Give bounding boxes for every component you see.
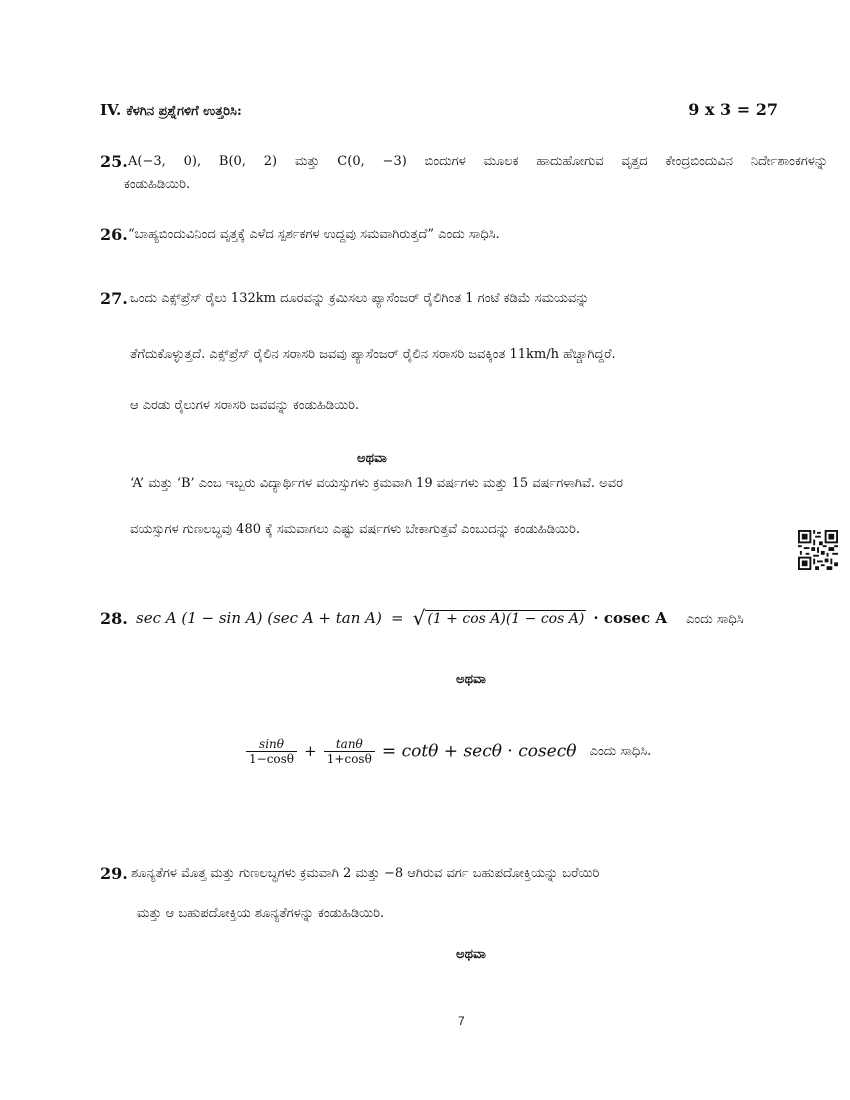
section-roman: IV. bbox=[100, 101, 122, 119]
section-instruction: ಕೆಳಗಿನ ಪ್ರಶ್ನೆಗಳಿಗೆ ಉತ್ತರಿಸಿ: bbox=[126, 104, 242, 119]
q27-number: 27. bbox=[100, 289, 128, 308]
q28-suffix: ಎಂದು ಸಾಧಿಸಿ bbox=[686, 612, 744, 627]
fraction-1-num: sinθ bbox=[246, 737, 297, 752]
fraction-1 bbox=[246, 737, 297, 766]
q27-or: ಅಥವಾ bbox=[357, 451, 387, 466]
fraction-2 bbox=[324, 737, 375, 766]
fraction-1-den: 1−cosθ bbox=[249, 752, 295, 766]
sqrt-icon: √ bbox=[412, 606, 426, 630]
q28-equation bbox=[136, 606, 744, 630]
q26-text: “ಬಾಹ್ಯಬಿಂದುವಿನಿಂದ ವೃತ್ತಕ್ಕೆ ಎಳೆದ ಸ್ಪರ್ಶಕಗಳ ಉದ್ದವು ಸಮವಾಗಿರುತ್ತದೆ” ಎಂದು ಸಾಧಿಸಿ. bbox=[128, 227, 500, 242]
q27-alt-line2: ವಯಸ್ಸುಗಳ ಗುಣಲಬ್ಧವು 480 ಕ್ಕೆ ಸಮವಾಗಲು ಎಷ್ಟು ವರ್ಷಗಳು ಬೇಕಾಗುತ್ತವೆ ಎಂಬುದನ್ನು ಕಂಡುಹಿಡಿಯಿರಿ. bbox=[130, 522, 580, 537]
q29-line2: ಮತ್ತು ಆ ಬಹುಪದೋಕ್ತಿಯ ಶೂನ್ಯತೆಗಳನ್ನು ಕಂಡುಹಿಡಿಯಿರಿ. bbox=[137, 906, 385, 921]
q25-line1: A(−3, 0), B(0, 2) ಮತ್ತು C(0, −3) ಬಿಂದುಗಳ ಮೂಲಕ ಹಾದುಹೋಗುವ ವೃತ್ತದ ಕೇಂದ್ರಬಿಂದುವಿನ ನಿರ್ದೇಶಾಂಕಗಳನ್ನು bbox=[128, 154, 828, 169]
q28-rhs-tail: · cosec A bbox=[593, 609, 667, 627]
q27-line1: ಒಂದು ಎಕ್ಸ್‌ಪ್ರೆಸ್ ರೈಲು 132km ದೂರವನ್ನು ಕ್ರಮಿಸಲು ಪ್ಯಾಸೆಂಜರ್ ರೈಲಿಗಿಂತ 1 ಗಂಟೆ ಕಡಿಮೆ ಸಮಯವನ್ನು bbox=[130, 291, 590, 306]
q29-or: ಅಥವಾ bbox=[456, 947, 486, 962]
fraction-2-num: tanθ bbox=[324, 737, 375, 752]
q28-alt-rhs: = cotθ + secθ · cosecθ bbox=[381, 741, 577, 762]
q27-line3: ಆ ಎರಡು ರೈಲುಗಳ ಸರಾಸರಿ ಜವವನ್ನು ಕಂಡುಹಿಡಿಯಿರಿ. bbox=[130, 398, 360, 413]
page-number: 7 bbox=[458, 1014, 465, 1028]
q26-number: 26. bbox=[100, 225, 128, 244]
section-header bbox=[100, 100, 242, 119]
q28-number: 28. bbox=[100, 609, 128, 628]
plus-sign: + bbox=[304, 742, 317, 760]
q28-radicand: (1 + cos A)(1 − cos A) bbox=[427, 611, 585, 627]
section-marks: 9 x 3 = 27 bbox=[688, 100, 778, 119]
q28-lhs: sec A (1 − sin A) (sec A + tan A) bbox=[136, 609, 382, 627]
q27-alt-line1: ‘A’ ಮತ್ತು ‘B’ ಎಂಬ ಇಬ್ಬರು ವಿದ್ಯಾರ್ಥಿಗಳ ವಯಸ್ಸುಗಳು ಕ್ರಮವಾಗಿ 19 ವರ್ಷಗಳು ಮತ್ತು 15 ವರ್ಷಗಳಾಗಿವೆ. ಅವರ bbox=[130, 476, 623, 491]
q27-line2: ತೆಗೆದುಕೊಳ್ಳುತ್ತದೆ. ಎಕ್ಸ್‌ಪ್ರೆಸ್ ರೈಲಿನ ಸರಾಸರಿ ಜವವು ಪ್ಯಾಸೆಂಜರ್ ರೈಲಿನ ಸರಾಸರಿ ಜವಕ್ಕಿಂತ 11km/h ಹೆಚ್ಚಾಗಿದ್ದರೆ. bbox=[130, 347, 616, 362]
q25-line2: ಕಂಡುಹಿಡಿಯಿರಿ. bbox=[124, 177, 191, 192]
q29-line1: ಶೂನ್ಯತೆಗಳ ಮೊತ್ತ ಮತ್ತು ಗುಣಲಬ್ಧಗಳು ಕ್ರಮವಾಗಿ 2 ಮತ್ತು −8 ಆಗಿರುವ ವರ್ಗ ಬಹುಪದೋಕ್ತಿಯನ್ನು ಬರೆಯಿರಿ bbox=[131, 866, 600, 881]
q28-or: ಅಥವಾ bbox=[456, 672, 486, 687]
qr-code-icon bbox=[798, 530, 838, 570]
q29-number: 29. bbox=[100, 864, 128, 883]
q28-alt-equation bbox=[244, 737, 651, 766]
q28-alt-suffix: ಎಂದು ಸಾಧಿಸಿ. bbox=[589, 744, 652, 759]
fraction-2-den: 1+cosθ bbox=[326, 752, 372, 766]
q28-equals: = bbox=[390, 609, 404, 627]
q25-number: 25. bbox=[100, 152, 128, 171]
